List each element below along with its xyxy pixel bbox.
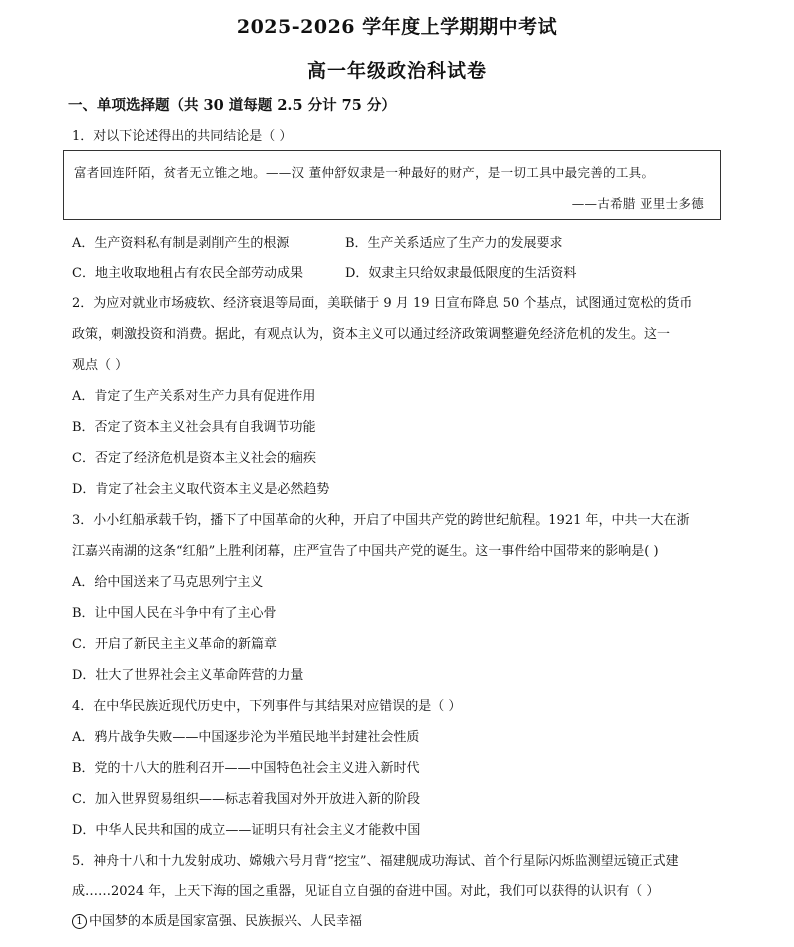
q4-stem: 4．在中华民族近现代历史中，下列事件与其结果对应错误的是（ ） — [72, 699, 462, 714]
exam-subtitle: 高一年级政治科试卷 — [306, 60, 487, 82]
q1-option-b: B．生产关系适应了生产力的发展要求 — [345, 236, 563, 251]
q3-option-c: C．开启了新民主主义革命的新篇章 — [72, 637, 277, 652]
q3-option-d: D．壮大了世界社会主义革命阵营的力量 — [72, 668, 304, 683]
q2-option-d: D．肯定了社会主义取代资本主义是必然趋势 — [72, 482, 330, 497]
q2-stem-line2: 政策，刺激投资和消费。据此，有观点认为，资本主义可以通过经济政策调整避免经济危机的发生。这一 — [72, 327, 671, 342]
q3-stem-line2: 江嘉兴南湖的这条“红船”上胜利闭幕，庄严宣告了中国共产党的诞生。这一事件给中国带来的影响是( ) — [72, 544, 659, 559]
q1-quote: 富者回连阡陌，贫者无立锥之地。——汉 董仲舒奴隶是一种最好的财产，是一切工具中最完善的工具。 — [74, 165, 655, 180]
q4-option-a: A．鸦片战争失败——中国逐步沦为半殖民地半封建社会性质 — [72, 730, 420, 745]
circled-number-1: 1 — [72, 914, 87, 929]
q3-option-b: B．让中国人民在斗争中有了主心骨 — [72, 606, 277, 621]
q1-option-d: D．奴隶主只给奴隶最低限度的生活资料 — [345, 266, 577, 281]
q1-stem: 1．对以下论述得出的共同结论是（ ） — [72, 129, 293, 144]
exam-title: 2025-2026 学年度上学期期中考试 — [236, 16, 558, 38]
q4-option-c: C．加入世界贸易组织——标志着我国对外开放进入新的阶段 — [72, 792, 420, 807]
q3-option-a: A．给中国送来了马克思列宁主义 — [72, 575, 264, 590]
q2-option-c: C．否定了经济危机是资本主义社会的痼疾 — [72, 451, 316, 466]
q5-stem-line2: 成……2024 年，上天下海的国之重器，见证自立自强的奋进中国。对此，我们可以获得的认识有（ ） — [72, 884, 660, 899]
section-heading: 一、单项选择题（共 30 道每题 2.5 分计 75 分） — [68, 97, 396, 114]
q5-stem-line1: 5．神舟十八和十九发射成功、嫦娥六号月背“挖宝”、福建舰成功海试、首个行星际闪烁监测望远镜正式建 — [72, 854, 679, 869]
q4-option-b: B．党的十八大的胜利召开——中国特色社会主义进入新时代 — [72, 761, 420, 776]
q1-quote-box — [63, 150, 721, 220]
q5-item-1-text: 中国梦的本质是国家富强、民族振兴、人民幸福 — [89, 914, 363, 929]
q2-option-b: B．否定了资本主义社会具有自我调节功能 — [72, 420, 316, 435]
q5-item-1 — [72, 910, 362, 929]
q4-option-d: D．中华人民共和国的成立——证明只有社会主义才能救中国 — [72, 823, 421, 838]
q1-option-c: C．地主收取地租占有农民全部劳动成果 — [72, 266, 303, 281]
q2-stem-line3: 观点（ ） — [72, 358, 129, 373]
q2-stem-line1: 2．为应对就业市场疲软、经济衰退等局面，美联储于 9 月 19 日宣布降息 50 个基点，试图通过宽松的货币 — [72, 296, 693, 311]
q1-quote-source: ——古希腊 亚里士多德 — [571, 196, 704, 211]
q2-option-a: A．肯定了生产关系对生产力具有促进作用 — [72, 389, 316, 404]
q3-stem-line1: 3．小小红船承载千钧，播下了中国革命的火种，开启了中国共产党的跨世纪航程。1921 年，中共一大在浙 — [72, 513, 690, 528]
q1-option-a: A．生产资料私有制是剥削产生的根源 — [72, 236, 290, 251]
